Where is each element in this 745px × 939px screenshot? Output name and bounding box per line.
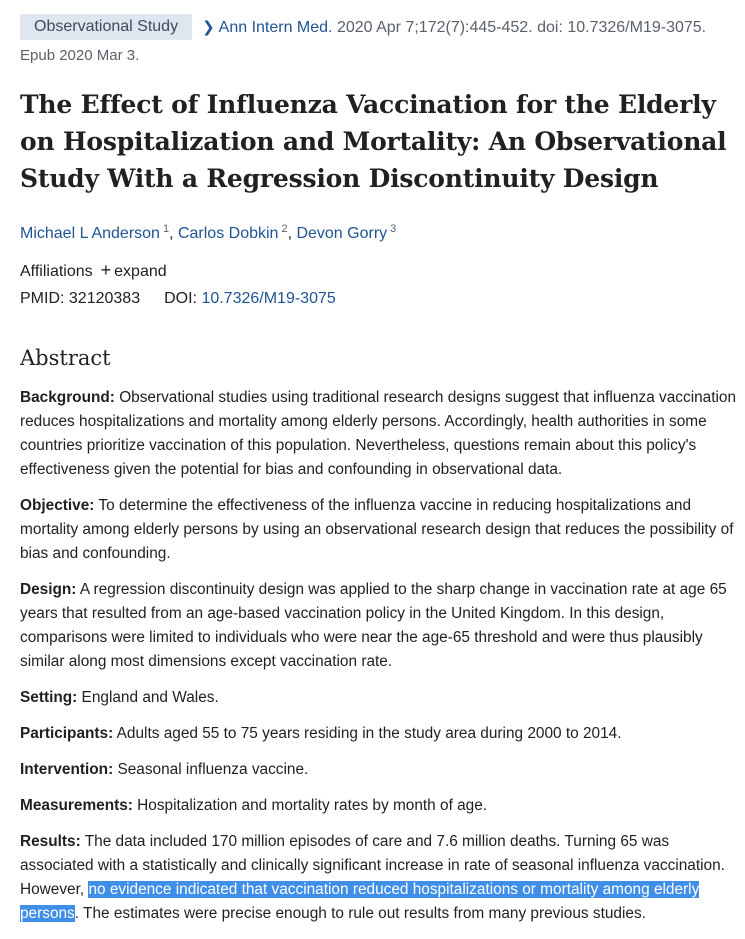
identifiers	[20, 288, 740, 310]
author-link[interactable]: Carlos Dobkin	[177, 225, 279, 242]
author-link[interactable]: Michael L Anderson	[20, 225, 160, 242]
section-text: . The estimates were precise enough to rule out results from many previous studies.	[74, 905, 646, 922]
affiliations-toggle[interactable]	[20, 259, 740, 283]
chevron-right-icon[interactable]: ❯	[202, 19, 215, 36]
epub-date: Epub 2020 Mar 3.	[20, 47, 140, 64]
pmid-value: 32120383	[68, 290, 141, 307]
selected-text-highlight[interactable]: no evidence indicated that vaccination reduced hospitalizations or mortality among elderly persons	[20, 881, 700, 922]
section-label: Measurements:	[20, 797, 133, 814]
section-text: A regression discontinuity design was applied to the sharp change in vaccination rate at age 65 years that resulted from an age-based vaccination policy in the United Kingdom. In this design, comparisons were limited to individuals who were near the age-65 threshold and were thus plausibly similar along most dimensions except vaccination rate.	[20, 581, 727, 670]
abstract-heading: Abstract	[20, 346, 111, 370]
section-text: England and Wales.	[77, 689, 219, 706]
article-title: The Effect of Influenza Vaccination for the Elderly on Hospitalization and Mortality: An Observational Study With a Regression Discontinuity Design	[20, 90, 727, 193]
abstract-section-results	[20, 830, 740, 926]
abstract-section	[20, 386, 740, 482]
abstract-section	[20, 686, 740, 710]
author-affiliation-number[interactable]: 3	[390, 223, 397, 235]
author-list: Michael L Anderson $^1$, Carlos Dobkin $^2$, Devon Gorry $^3$	[20, 223, 397, 242]
section-label: Design:	[20, 581, 77, 598]
article-page	[20, 14, 740, 938]
author-affiliation-number[interactable]: 1	[162, 223, 170, 235]
author-affiliation-number[interactable]: 2	[281, 223, 288, 235]
abstract-section	[20, 494, 740, 566]
abstract-body	[20, 386, 740, 926]
expand-label: expand	[114, 263, 167, 280]
section-text: Hospitalization and mortality rates by month of age.	[132, 797, 488, 814]
journal-link[interactable]: Ann Intern Med.	[218, 19, 333, 36]
citation-line	[20, 14, 740, 41]
section-text: The data included 170 million episodes of care and 7.6 million deaths. Turning 65 was associated with a statistically and clinically significant increase in rate of seasonal influenza vaccination. However,	[20, 833, 725, 898]
section-label: Background:	[20, 389, 115, 406]
plus-icon: +	[100, 260, 112, 280]
section-label: Objective:	[20, 497, 95, 514]
abstract-section	[20, 578, 740, 674]
section-text: To determine the effectiveness of the influenza vaccine in reducing hospitalizations and mortality among elderly persons by using an observational research design that reduces the possibility of bias and confounding.	[20, 497, 734, 562]
section-label: Participants:	[20, 725, 114, 742]
section-text: Seasonal influenza vaccine.	[113, 761, 309, 778]
section-label: Results:	[20, 833, 81, 850]
citation-details: 2020 Apr 7;172(7):445-452. doi: 10.7326/M19-3075.	[332, 19, 707, 36]
abstract-section	[20, 722, 740, 746]
pmid-label: PMID:	[20, 290, 65, 307]
article-type-tag[interactable]: Observational Study	[20, 14, 192, 40]
section-text: Observational studies using traditional research designs suggest that influenza vaccination reduces hospitalizations and mortality among elderly persons. Accordingly, health authorities in some countries prioritize vaccination of this population. Nevertheless, questions remain about this policy's effectiveness given the potential for bias and confounding in observational data.	[20, 389, 737, 478]
section-label: Setting:	[20, 689, 78, 706]
doi-link[interactable]: 10.7326/M19-3075	[201, 290, 336, 307]
doi-label: DOI:	[164, 290, 197, 307]
abstract-section	[20, 794, 740, 818]
section-label: Intervention:	[20, 761, 114, 778]
author-link[interactable]: Devon Gorry	[296, 225, 388, 242]
section-text: Adults aged 55 to 75 years residing in the study area during 2000 to 2014.	[113, 725, 622, 742]
affiliations-label: Affiliations	[20, 263, 93, 280]
abstract-section	[20, 758, 740, 782]
